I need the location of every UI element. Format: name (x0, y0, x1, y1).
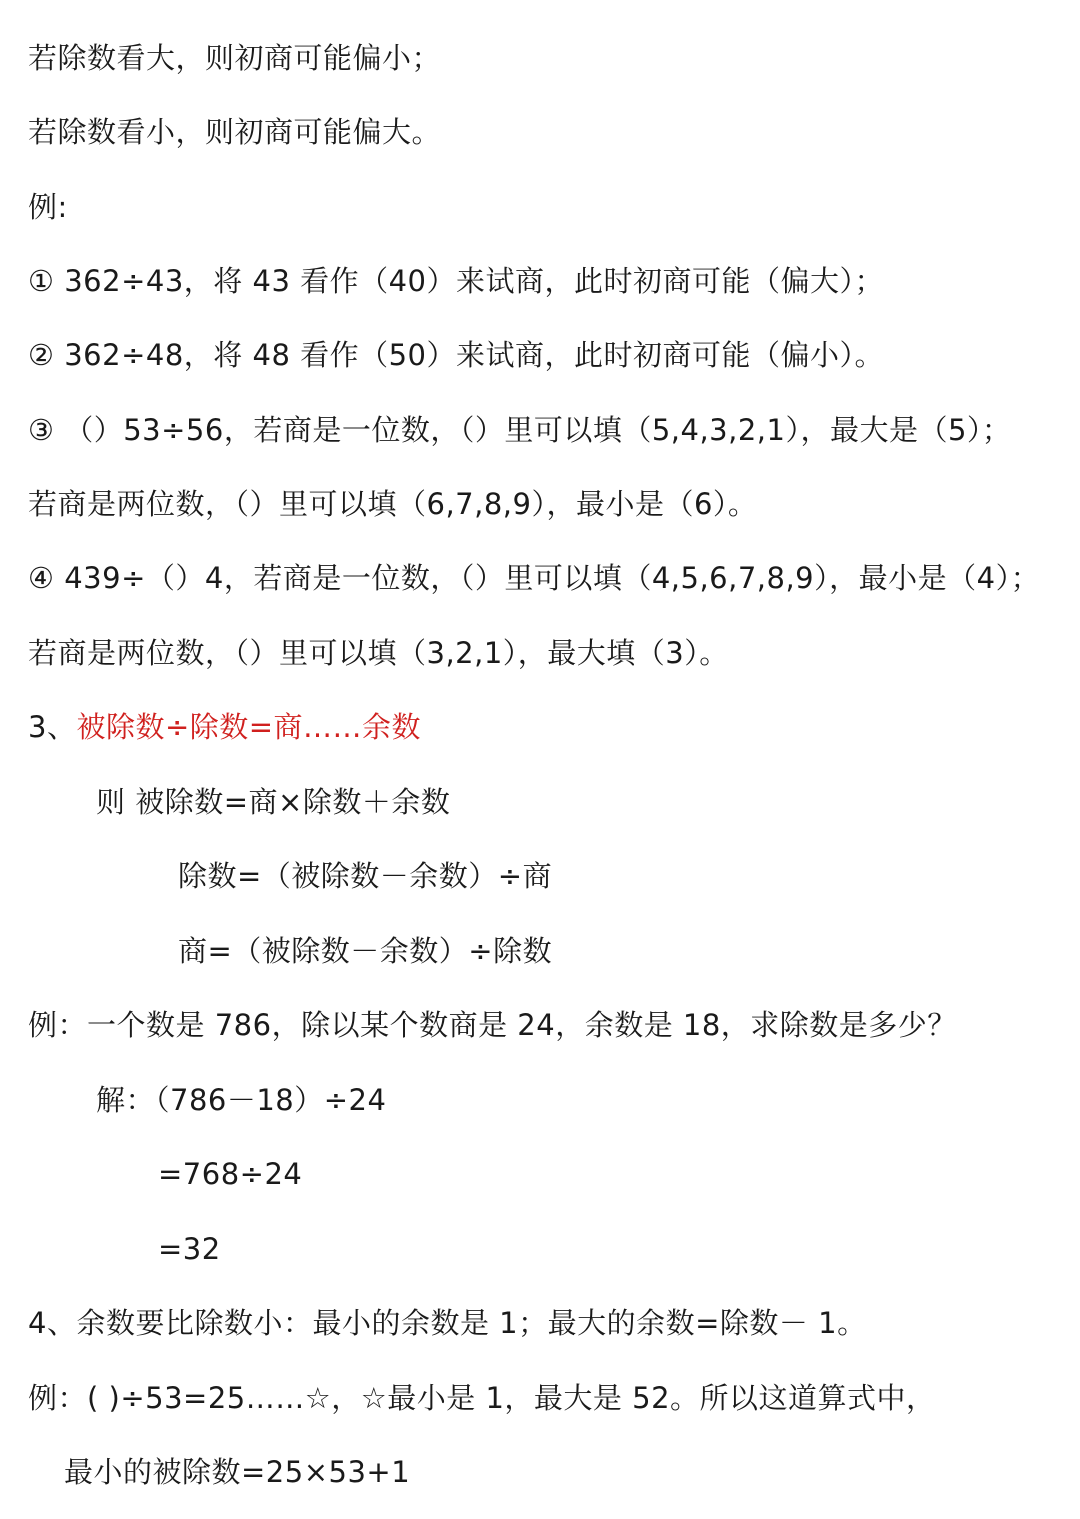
section-3-formula: 被除数÷除数=商……余数 (76, 710, 422, 744)
worked-example-answer: =32 (158, 1232, 221, 1266)
section-3-number: 3、 (28, 710, 77, 744)
section-4-example-result: 最小的被除数=25×53+1 (64, 1455, 411, 1489)
worked-example-solution: 解：（786－18）÷24 (96, 1083, 387, 1117)
worked-example-step: =768÷24 (158, 1157, 303, 1191)
example-item-4: ④ 439÷（）4，若商是一位数，（）里可以填（4,5,6,7,8,9），最小是（4）； (28, 561, 1041, 595)
example-item-2: ② 362÷48，将 48 看作（50）来试商，此时初商可能（偏小）。 (28, 338, 885, 372)
example-item-4-continued: 若商是两位数，（）里可以填（3,2,1），最大填（3）。 (28, 636, 729, 670)
formula-quotient: 商=（被除数－余数）÷除数 (178, 934, 553, 968)
formula-divisor: 除数=（被除数－余数）÷商 (178, 859, 553, 893)
rule-divisor-smaller: 若除数看小，则初商可能偏大。 (28, 115, 442, 149)
section-3-heading (28, 707, 421, 747)
formula-dividend: 则 被除数=商×除数＋余数 (96, 785, 451, 819)
section-4-rule: 4、余数要比除数小：最小的余数是 1；最大的余数=除数－ 1。 (28, 1306, 867, 1340)
rule-divisor-larger: 若除数看大，则初商可能偏小； (28, 41, 442, 75)
example-item-3-continued: 若商是两位数，（）里可以填（6,7,8,9），最小是（6）。 (28, 487, 758, 521)
example-item-1: ① 362÷43，将 43 看作（40）来试商，此时初商可能（偏大）； (28, 264, 885, 298)
example-label: 例: (28, 190, 68, 224)
example-item-3: ③ （）53÷56，若商是一位数，（）里可以填（5,4,3,2,1），最大是（5）； (28, 413, 1012, 447)
section-4-example: 例：( )÷53=25……☆，☆最小是 1，最大是 52。所以这道算式中， (28, 1381, 936, 1415)
worked-example-question: 例：一个数是 786，除以某个数商是 24，余数是 18，求除数是多少？ (28, 1008, 957, 1042)
